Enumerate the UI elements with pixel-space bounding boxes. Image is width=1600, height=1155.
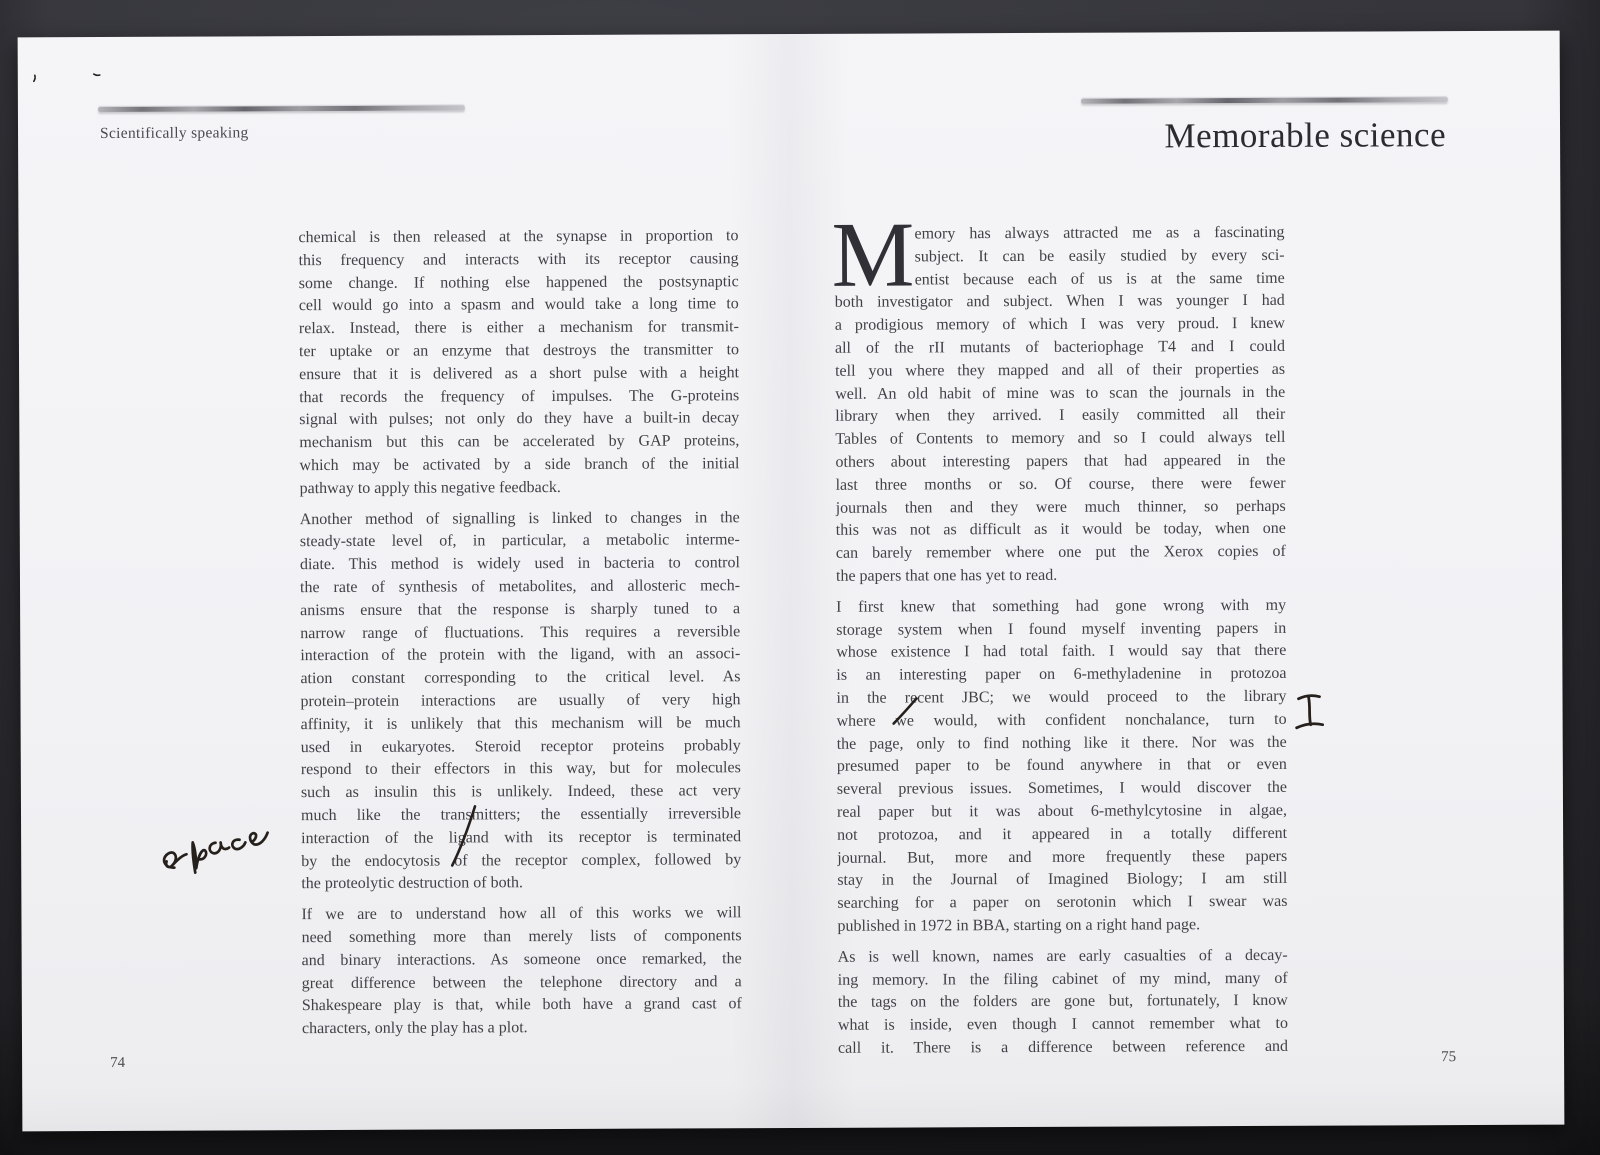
text-line: tell you where they mapped and all of their properties as — [835, 360, 1286, 380]
text-line: not protozoa, and it appeared in a totally different — [837, 824, 1288, 844]
text-line: used in eukaryotes. Steroid receptor proteins probably — [300, 736, 741, 756]
text-line: real paper but it was about 6-methylcytosine in algae, — [836, 801, 1288, 821]
text-line: the tags on the folders are gone but, fortunately, I know — [837, 992, 1288, 1012]
text-line: is an interesting paper on 6-methyladenine in protozoa — [836, 664, 1287, 684]
text-line: well. An old habit of mine was to scan the journals in the — [835, 383, 1286, 403]
text-line: If we are to understand how all of this works we will — [301, 904, 742, 924]
text-line: and binary interactions. As someone once remarked, the — [301, 949, 742, 969]
drop-cap: M — [831, 203, 915, 307]
text-line: great difference between the telephone directory and a — [301, 972, 742, 992]
text-line: the proteolytic destruction of both. — [301, 874, 524, 893]
text-line: ing memory. In the filing cabinet of my mind, many of — [837, 969, 1288, 989]
text-line: storage system when I found myself inventing papers in — [836, 619, 1287, 639]
text-line: narrow range of fluctuations. This requires a reversible — [300, 622, 741, 642]
text-line: library when they arrived. I easily committed all their — [835, 406, 1286, 426]
text-line: Shakespeare play is that, while both have a grand cast of — [301, 995, 742, 1015]
text-line: ensure that it is delivered as a short pulse with a height — [299, 364, 740, 383]
paragraph — [300, 507, 742, 896]
text-line: the papers that one has yet to read. — [835, 566, 1058, 585]
book-spread — [18, 31, 1565, 1132]
text-line: stay in the Journal of Imagined Biology; I am still — [837, 870, 1288, 890]
text-line: I first knew that something had gone wrong with my — [836, 596, 1287, 616]
handwritten-space-annotation — [161, 824, 272, 879]
text-line: both investigator and subject. When I was younger I had — [834, 292, 1285, 312]
paragraph — [831, 203, 1286, 589]
text-line: this frequency and interacts with its receptor causing — [298, 250, 739, 269]
paragraph — [838, 945, 1288, 1061]
text-line: searching for a paper on serotonin which I swear was — [837, 892, 1288, 912]
text-line: diate. This method is widely used in bacteria to control — [299, 554, 740, 574]
text-line: journals then and they were much thinner, so perhaps — [835, 497, 1286, 517]
paragraph — [301, 902, 742, 1041]
text-line: call it. There is a difference between reference and — [838, 1037, 1289, 1057]
text-line: Another method of signalling is linked to changes in the — [299, 508, 740, 528]
text-line: As is well known, names are early casualties of a decay- — [837, 946, 1288, 966]
text-line: protein–protein interactions are usually of very high — [300, 691, 741, 711]
text-line: the page, only to find nothing like it there. Nor was the — [836, 733, 1287, 753]
text-line: this was not as difficult as it would be today, when one — [835, 520, 1286, 540]
text-line: interaction of the protein with the ligand, with an associ- — [300, 645, 741, 665]
pen-marks-overlay — [18, 31, 1565, 1132]
page-number-right: 75 — [1441, 1049, 1457, 1066]
text-line: affinity, it is unlikely that this mechanism will be much — [300, 713, 741, 733]
text-line: anisms ensure that the response is sharply tuned to a — [300, 599, 741, 619]
decorative-rule-left — [98, 105, 465, 112]
text-line: a prodigious memory of which I was very proud. I knew — [834, 315, 1285, 334]
text-line: can barely remember where one put the Xerox copies of — [835, 542, 1286, 562]
text-line: by the endocytosis of the receptor complex, followed by — [301, 850, 742, 870]
text-line: in the recent JBC; we would proceed to the library — [836, 687, 1287, 707]
insertion-mark — [1297, 696, 1323, 728]
ink-speck — [94, 74, 100, 75]
text-line: emory has always attracted me as a fascinating — [914, 223, 1285, 243]
text-line: steady-state level of, in particular, a metabolic interme- — [299, 531, 740, 551]
text-line: such as insulin this is unlikely. Indeed, these act very — [300, 782, 741, 802]
text-line: pathway to apply this negative feedback. — [299, 478, 561, 497]
text-line: the rate of synthesis of metabolites, and allosteric mech- — [299, 577, 741, 597]
text-line: mechanism but this can be accelerated by GAP proteins, — [299, 432, 740, 452]
text-line: ation constant corresponding to the critical level. As — [300, 668, 741, 688]
chapter-title: Memorable science — [1164, 115, 1447, 156]
text-line: respond to their effectors in this way, but for molecules — [300, 759, 741, 779]
text-line: signal with pulses; not only do they have a built-in decay — [299, 409, 740, 429]
text-line: need something more than merely lists of components — [301, 927, 742, 947]
text-line: subject. It can be easily studied by every sci- — [914, 246, 1285, 266]
right-page-text-column — [831, 203, 1289, 1069]
text-line: ter uptake or an enzyme that destroys the transmitter to — [298, 341, 740, 361]
text-line: what is inside, even though I cannot remember what to — [837, 1014, 1288, 1034]
text-line: some change. If nothing else happened the postsynaptic — [298, 272, 739, 292]
text-line: much like the transmitters; the essentially irreversible — [300, 805, 742, 825]
text-line: that records the frequency of impulses. The G-proteins — [299, 386, 740, 406]
text-line: Tables of Contents to memory and so I could always tell — [835, 429, 1286, 448]
text-line: relax. Instead, there is either a mechanism for transmit- — [298, 318, 739, 338]
running-head: Scientifically speaking — [100, 124, 249, 143]
text-line: where we would, with confident nonchalance, turn to — [836, 710, 1287, 730]
text-line: cell would go into a spasm and would take a long time to — [298, 295, 739, 315]
text-line: last three months or so. Of course, there were fewer — [835, 474, 1286, 494]
text-line: which may be activated by a side branch of the initial — [299, 455, 740, 475]
text-line: presumed paper to be found anywhere in that or even — [836, 756, 1287, 776]
text-line: whose existence I had total faith. I would say that there — [836, 642, 1287, 662]
text-line: characters, only the play has a plot. — [301, 1019, 528, 1038]
decorative-rule-right — [1081, 97, 1448, 104]
text-line: all of the rII mutants of bacteriophage T4 and I could — [834, 337, 1286, 357]
paragraph — [836, 595, 1287, 939]
paragraph — [298, 225, 739, 500]
text-line: several previous issues. Sometimes, I would discover the — [836, 778, 1287, 798]
text-line: published in 1972 in BBA, starting on a right hand page. — [837, 916, 1201, 935]
ink-speck — [34, 75, 35, 81]
page-number-left: 74 — [110, 1054, 126, 1071]
text-line: entist because each of us is at the same time — [914, 269, 1285, 289]
text-line: chemical is then released at the synapse in proportion to — [298, 227, 739, 247]
left-page-text-column — [298, 225, 742, 1049]
text-line: others about interesting papers that had appeared in the — [835, 451, 1286, 471]
text-line: journal. But, more and more frequently these papers — [837, 847, 1288, 867]
text-line: interaction of the ligand with its receptor is terminated — [301, 827, 742, 847]
